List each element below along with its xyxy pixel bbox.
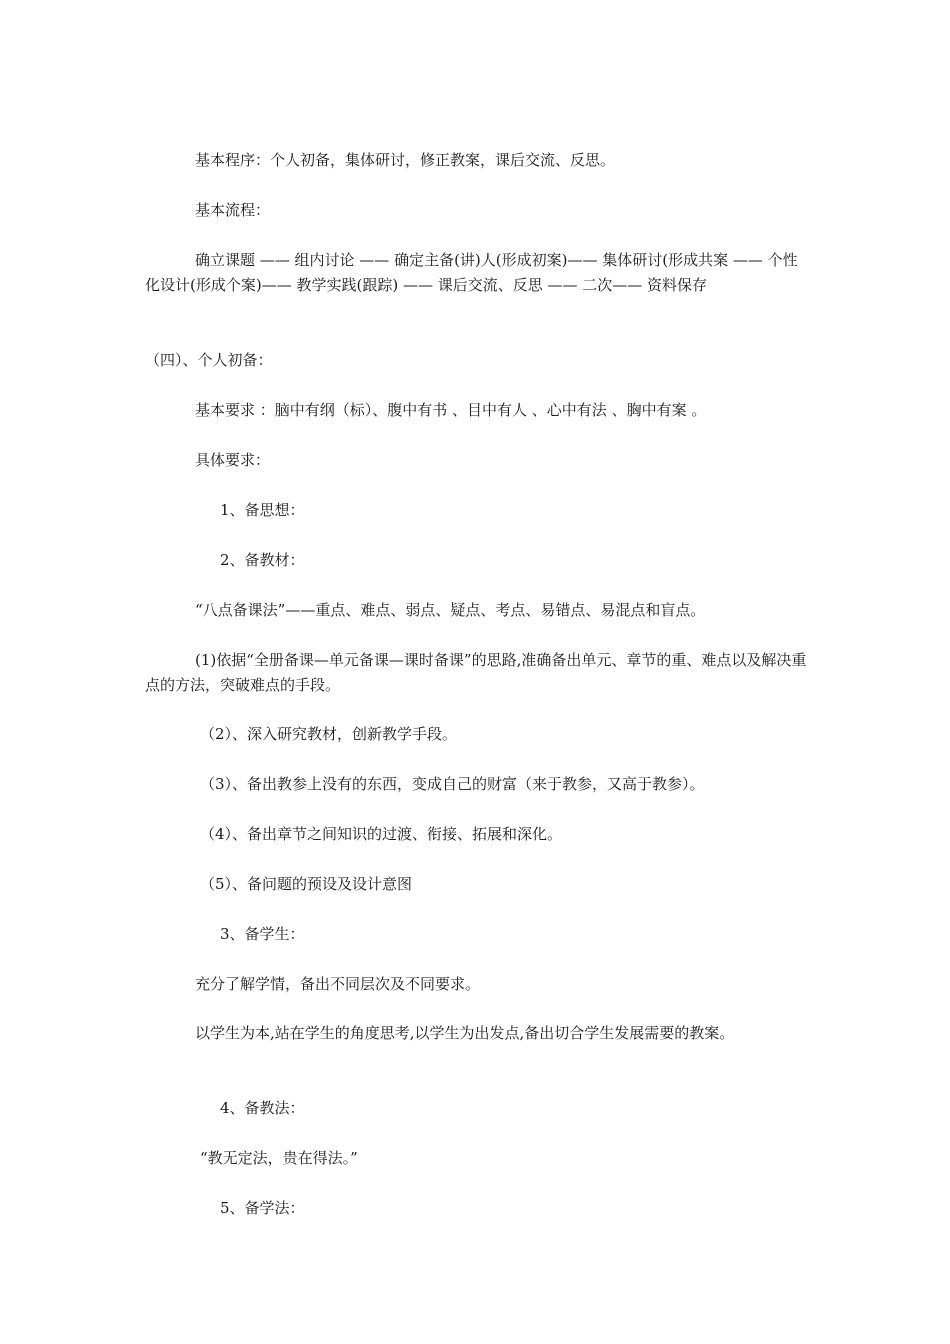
item-prep-thought: 1、备思想： xyxy=(220,501,305,519)
paragraph-specific-requirements: 具体要求： xyxy=(195,451,271,469)
item-prep-textbook: 2、备教材： xyxy=(220,551,305,569)
paragraph-student-centered: 以学生为本,站在学生的角度思考,以学生为出发点,备出切合学生发展需要的教案。 xyxy=(195,1024,735,1042)
paragraph-textbook-point-1: (1)依据“全册备课—单元备课—课时备课”的思路,准确备出单元、章节的重、难点以及解决重点的方法，突破难点的手段。 xyxy=(145,651,807,694)
paragraph-basic-flow-heading: 基本流程： xyxy=(195,201,271,219)
item-prep-students: 3、备学生： xyxy=(220,925,305,943)
paragraph-understand-students: 充分了解学情，备出不同层次及不同要求。 xyxy=(195,975,481,993)
paragraph-textbook-point-3: （3）、备出教参上没有的东西，变成自己的财富（来于教参，又高于教参）。 xyxy=(200,775,705,793)
paragraph-teaching-quote: “教无定法，贵在得法。” xyxy=(200,1149,358,1167)
section-heading-personal-prep: （四）、个人初备： xyxy=(145,351,273,369)
paragraph-basic-requirements: 基本要求 ：脑中有纲（标）、腹中有书 、目中有人 、心中有法 、胸中有案 。 xyxy=(195,401,707,419)
paragraph-basic-flow-steps: 确立课题 —— 组内讨论 —— 确定主备(讲)人(形成初案)—— 集体研讨(形成共案 —— 个性化设计(形成个案)—— 教学实践(跟踪) —— 课后交流、反思 —— 二次—— 资料保存 xyxy=(145,251,798,294)
paragraph-textbook-point-4: （4）、备出章节之间知识的过渡、衔接、拓展和深化。 xyxy=(200,825,563,843)
paragraph-eight-point-method: “八点备课法”——重点、难点、弱点、疑点、考点、易错点、易混点和盲点。 xyxy=(195,601,706,619)
paragraph-textbook-point-2: （2）、深入研究教材，创新教学手段。 xyxy=(200,725,458,743)
item-prep-learning-method: 5、备学法： xyxy=(220,1199,305,1217)
paragraph-basic-procedure: 基本程序：个人初备，集体研讨，修正教案，课后交流、反思。 xyxy=(195,151,616,169)
item-prep-teaching-method: 4、备教法： xyxy=(220,1099,305,1117)
paragraph-textbook-point-5: （5）、备问题的预设及设计意图 xyxy=(200,875,413,893)
